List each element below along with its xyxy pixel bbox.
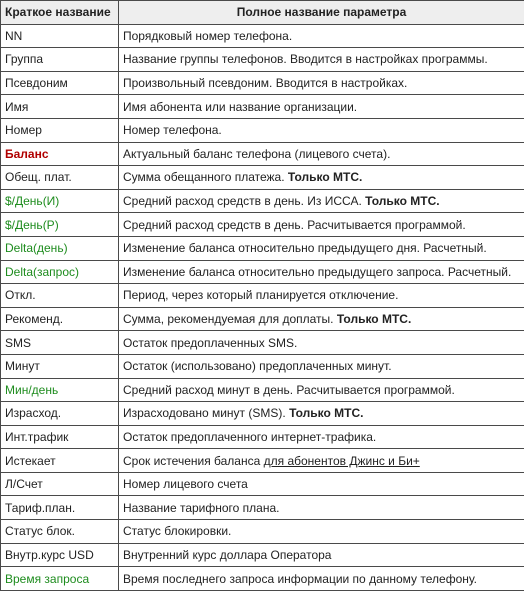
short-name-cell: Истекает [1, 449, 119, 473]
full-name-cell [119, 118, 524, 142]
table-row [1, 213, 524, 237]
full-name-cell [119, 284, 524, 308]
full-name-text: Номер телефона. [123, 123, 222, 138]
full-name-text: Время последнего запроса информации по данному телефону. [123, 571, 478, 586]
full-name-text: Название группы телефонов. Вводится в настройках программы. [123, 52, 488, 67]
full-name-cell [119, 48, 524, 72]
short-name-cell: Инт.трафик [1, 425, 119, 449]
table-row [1, 567, 524, 591]
short-name-cell: Псевдоним [1, 71, 119, 95]
full-name-cell [119, 260, 524, 284]
short-name-cell: $/День(И) [1, 189, 119, 213]
short-name-cell: NN [1, 24, 119, 48]
table-row [1, 284, 524, 308]
full-name-text: Период, через который планируется отключение. [123, 288, 399, 303]
short-name-cell: Статус блок. [1, 520, 119, 544]
full-name-cell [119, 402, 524, 426]
full-name-text: Остаток (использовано) предоплаченных минут. [123, 359, 392, 374]
full-name-text: Статус блокировки. [123, 524, 232, 539]
table-row [1, 166, 524, 190]
full-name-text: Имя абонента или название организации. [123, 99, 358, 114]
full-name-cell [119, 95, 524, 119]
table-row [1, 189, 524, 213]
subscribers-link[interactable]: для абонентов Джинс и Би+ [263, 453, 420, 468]
table-row [1, 95, 524, 119]
table-row [1, 260, 524, 284]
table-row [1, 331, 524, 355]
full-name-text: Изменение баланса относительно предыдущего дня. Расчетный. [123, 241, 487, 256]
header-full-name: Полное название параметра [119, 1, 524, 25]
full-name-text: Изменение баланса относительно предыдущего запроса. Расчетный. [123, 264, 512, 279]
full-name-cell [119, 189, 524, 213]
short-name-cell: Баланс [1, 142, 119, 166]
full-name-cell [119, 142, 524, 166]
short-name-cell: Тариф.план. [1, 496, 119, 520]
short-name-cell: Л/Счет [1, 472, 119, 496]
table-row [1, 496, 524, 520]
short-name-cell: Мин/день [1, 378, 119, 402]
table-row [1, 307, 524, 331]
full-name-cell [119, 425, 524, 449]
mts-only-note: Только МТС. [365, 194, 440, 209]
full-name-text: Порядковый номер телефона. [123, 28, 293, 43]
full-name-cell [119, 472, 524, 496]
table-row [1, 472, 524, 496]
short-name-cell: Израсход. [1, 402, 119, 426]
full-name-cell [119, 543, 524, 567]
table-row [1, 354, 524, 378]
short-name-cell: $/День(Р) [1, 213, 119, 237]
short-name-cell: Delta(запрос) [1, 260, 119, 284]
full-name-text: Средний расход средств в день. Из ИССА. [123, 194, 366, 209]
full-name-cell [119, 71, 524, 95]
table-row [1, 543, 524, 567]
table-row [1, 236, 524, 260]
table-row [1, 520, 524, 544]
short-name-cell: Delta(день) [1, 236, 119, 260]
full-name-text: Остаток предоплаченных SMS. [123, 335, 298, 350]
short-name-cell: Имя [1, 95, 119, 119]
full-name-text: Остаток предоплаченного интернет-трафика. [123, 429, 377, 444]
short-name-cell: Минут [1, 354, 119, 378]
short-name-cell: Откл. [1, 284, 119, 308]
short-name-cell: Внутр.курс USD [1, 543, 119, 567]
full-name-cell [119, 236, 524, 260]
full-name-cell [119, 496, 524, 520]
full-name-text: Номер лицевого счета [123, 477, 248, 492]
table-row [1, 118, 524, 142]
full-name-cell [119, 24, 524, 48]
table-header-row [1, 1, 524, 25]
full-name-text: Средний расход средств в день. Расчитывается программой. [123, 217, 466, 232]
short-name-cell: Рекоменд. [1, 307, 119, 331]
table-row [1, 402, 524, 426]
short-name-cell: SMS [1, 331, 119, 355]
short-name-cell: Номер [1, 118, 119, 142]
mts-only-note: Только МТС. [336, 312, 412, 327]
full-name-cell [119, 331, 524, 355]
short-name-cell: Группа [1, 48, 119, 72]
table-body [1, 24, 524, 590]
full-name-cell [119, 354, 524, 378]
full-name-cell [119, 213, 524, 237]
short-name-cell: Обещ. плат. [1, 166, 119, 190]
full-name-cell [119, 567, 524, 591]
full-name-text: Название тарифного плана. [123, 500, 280, 515]
full-name-cell [119, 378, 524, 402]
table-row [1, 71, 524, 95]
table-row [1, 378, 524, 402]
full-name-text: Сумма обещанного платежа. [123, 170, 288, 185]
mts-only-note: Только МТС. [287, 170, 363, 185]
full-name-cell [119, 166, 524, 190]
full-name-cell [119, 520, 524, 544]
table-row [1, 24, 524, 48]
short-name-cell: Время запроса [1, 567, 119, 591]
full-name-text: Произвольный псевдоним. Вводится в настройках. [123, 76, 408, 91]
header-short-name: Краткое название [1, 1, 119, 25]
full-name-cell [119, 307, 524, 331]
full-name-text: Внутренний курс доллара Оператора [123, 547, 332, 562]
full-name-text: Сумма, рекомендуемая для доплаты. [123, 312, 337, 327]
full-name-cell [119, 449, 524, 473]
full-name-text: Срок истечения баланса [123, 453, 264, 468]
table-row [1, 425, 524, 449]
full-name-text: Средний расход минут в день. Расчитывается программой. [123, 382, 455, 397]
table-row [1, 449, 524, 473]
table-row [1, 48, 524, 72]
full-name-text: Израсходовано минут (SMS). [123, 406, 290, 421]
mts-only-note: Только МТС. [289, 406, 364, 421]
full-name-text: Актуальный баланс телефона (лицевого счета). [123, 146, 391, 161]
table-row [1, 142, 524, 166]
